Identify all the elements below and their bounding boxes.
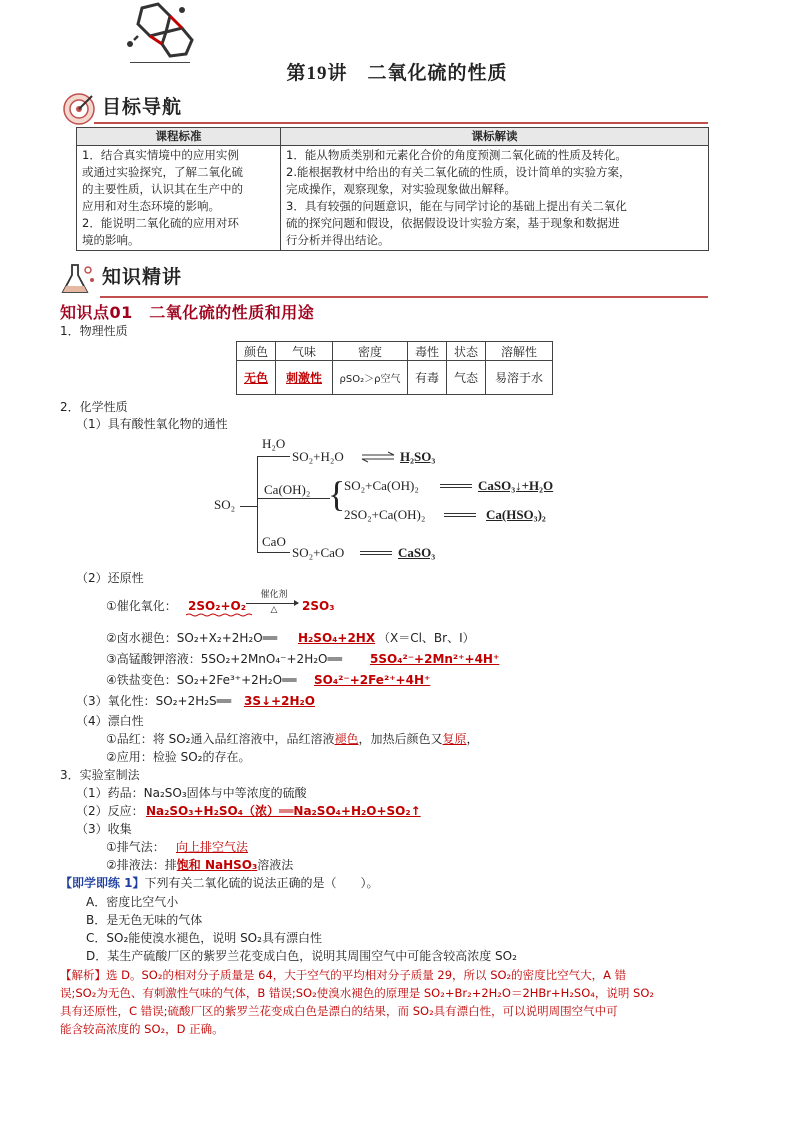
lab-d3b-answer: 饱和 NaHSO₃	[176, 858, 258, 872]
exercise-question-line	[60, 875, 379, 891]
branch-caoh2-b-left: 2SO₂+Ca(OH)₂	[344, 507, 426, 522]
phys-header-toxicity: 毒性	[408, 342, 447, 361]
lab-d3b-label: ②排液法：排	[106, 858, 177, 872]
section-goals-rule	[94, 122, 708, 124]
standards-col1-cell	[77, 146, 281, 251]
brace: {	[328, 474, 346, 514]
branch-caoh2-label: Ca(OH)₂	[264, 482, 311, 497]
std-c1-line: 2．能说明二氧化硫的应用对环	[82, 216, 239, 230]
answer-line: 误;SO₂为无色、有刺激性气味的气体，B 错误;SO₂使溴水褪色的原理是 SO₂+Br₂+2H₂O＝2HBr+H₂SO₄，说明 SO₂	[60, 986, 655, 1000]
diagram-stem	[240, 506, 257, 507]
r2-note: （X＝Cl、Br、I）	[378, 631, 475, 645]
exercise-tag: 【即学即练 1】	[60, 876, 145, 890]
r4-answer: SO₄²⁻+2Fe²⁺+4H⁺	[314, 673, 431, 687]
branch-h2o-right: H₂SO₃	[400, 449, 436, 464]
physical-table	[236, 341, 553, 395]
r2-label: ②卤水褪色：SO₂+X₂+2H₂O══	[106, 631, 278, 645]
phys-value-solubility: 易溶于水	[486, 361, 553, 395]
r1-label: ①催化氧化：	[106, 599, 177, 613]
reversible-arrow-icon	[360, 451, 396, 463]
equals-sign	[360, 551, 392, 555]
answer-line: 具有还原性，C 错误;硫酸厂区的紫罗兰花变成白色是漂白的结果，而 SO₂具有漂白性，可以说明周围空气中可	[60, 1004, 618, 1018]
physical-heading: 1．物理性质	[60, 324, 128, 338]
lab-d3b-line	[106, 857, 293, 873]
lab-d2-answer: Na₂SO₃+H₂SO₄（浓）══Na₂SO₄+H₂O+SO₂↑	[146, 804, 421, 818]
diagram-trunk	[257, 456, 258, 552]
std-c1-line: 或通过实验探究，了解二氧化硫	[82, 165, 243, 179]
branch-caoh2-a-right: CaSO₃↓+H₂O	[478, 478, 554, 493]
branch-h2o-label: H₂O	[262, 436, 286, 451]
p4a-answer2: 复原	[442, 732, 467, 746]
phys-value-toxicity: 有毒	[408, 361, 447, 395]
r2-answer: H₂SO₄+2HX	[298, 631, 376, 645]
lab-d3a-label: ①排气法：	[106, 840, 165, 854]
p4a-text3: ，	[466, 732, 479, 746]
acidic-oxide-diagram	[0, 430, 794, 570]
branch-cao-label: CaO	[262, 534, 286, 549]
r1-catalyst: 催化剂	[260, 590, 288, 600]
branch-caoh2-a-left: SO₂+Ca(OH)₂	[344, 478, 419, 493]
lab-d3b-tail: 溶液法	[257, 858, 294, 872]
std-c1-line: 的主要性质，认识其在生产中的	[82, 182, 243, 196]
phys-header-color: 颜色	[237, 342, 276, 361]
r3-answer: 5SO₄²⁻+2Mn²⁺+4H⁺	[370, 652, 500, 666]
r1-right: 2SO₃	[302, 599, 335, 613]
std-c2-line: 完成操作，观察现象，对实验现象做出解释。	[286, 182, 516, 196]
branch-caoh2-line	[257, 498, 330, 499]
flask-icon	[60, 262, 96, 296]
phys-value-density: ρSO₂＞ρ空气	[333, 361, 408, 395]
exercise-question: 下列有关二氧化硫的说法正确的是（ ）。	[144, 876, 379, 890]
phys-value-color: 无色	[237, 361, 276, 395]
answer-line: 能含较高浓度的 SO₂，D 正确。	[60, 1022, 224, 1036]
phys-header-smell: 气味	[276, 342, 333, 361]
r1-heat: △	[270, 605, 278, 615]
branch-cao-left: SO₂+CaO	[292, 545, 345, 560]
lab-d3: （3）收集	[76, 822, 132, 836]
phys-value-smell: 刺激性	[276, 361, 333, 395]
p4a-line	[106, 731, 479, 747]
section-knowledge-rule	[100, 296, 708, 298]
std-c2-line: 3．具有较强的问题意识，能在与同学讨论的基础上提出有关二氧化	[286, 199, 627, 213]
answer-line: 【解析】选 D。SO₂的相对分子质量是 64，大于空气的平均相对分子质量 29，所以 SO₂的密度比空气大，A 错	[60, 968, 627, 982]
phys-header-solubility: 溶解性	[486, 342, 553, 361]
r1-left: 2SO₂+O₂	[188, 599, 246, 613]
diagram-so2: SO₂	[214, 497, 236, 512]
exercise-answer	[60, 966, 740, 1038]
std-c1-line: 应用和对生态环境的影响。	[82, 199, 220, 213]
p4a-text2: ，加热后颜色又	[358, 732, 443, 746]
standards-col2-cell	[281, 146, 709, 251]
lab-heading: 3．实验室制法	[60, 768, 140, 782]
lab-d3a-answer: 向上排空气法	[176, 840, 249, 854]
standards-col2-header: 课标解读	[281, 128, 709, 146]
chemical-p4: （4）漂白性	[76, 714, 144, 728]
logo-molecule-icon	[120, 0, 200, 60]
chemical-heading: 2．化学性质	[60, 400, 128, 414]
std-c2-line: 硫的探究问题和假设，依据假设设计实验方案，基于现象和数据进	[286, 216, 620, 230]
section-goals-title: 目标导航	[102, 96, 183, 118]
p4a-text1: ①品红：将 SO₂通入品红溶液中，品红溶液	[106, 732, 335, 746]
phys-value-state: 气态	[447, 361, 486, 395]
branch-h2o-left: SO₂+H₂O	[292, 449, 344, 464]
equals-sign	[444, 513, 476, 517]
exercise-option: D．某生产硫酸厂区的紫罗兰花变成白色，说明其周围空气中可能含较高浓度 SO₂	[86, 949, 517, 963]
chemical-p2: （2）还原性	[76, 571, 144, 585]
r3-label: ③高锰酸钾溶液：5SO₂+2MnO₄⁻+2H₂O══	[106, 652, 342, 666]
standards-table	[76, 127, 709, 251]
target-icon	[62, 92, 96, 126]
p3-label: （3）氧化性：SO₂+2H₂S══	[76, 694, 232, 708]
kp1-title: 知识点01 二氧化硫的性质和用途	[60, 303, 315, 322]
std-c2-line: 行分析并得出结论。	[286, 233, 390, 247]
r1-arrow-line	[246, 603, 298, 604]
lab-d1: （1）药品：Na₂SO₃固体与中等浓度的硫酸	[76, 786, 307, 800]
branch-cao-right: CaSO₃	[398, 545, 436, 560]
r4-label: ④铁盐变色：SO₂+2Fe³⁺+2H₂O══	[106, 673, 297, 687]
phys-header-density: 密度	[333, 342, 408, 361]
wavy-underline	[186, 613, 256, 618]
p3-answer: 3S↓+2H₂O	[244, 694, 315, 708]
exercise-option: A．密度比空气小	[86, 895, 179, 909]
lab-d2-label: （2）反应：	[76, 804, 144, 818]
std-c2-line: 1．能从物质类别和元素化合价的角度预测二氧化硫的性质及转化。	[286, 148, 627, 162]
std-c2-line: 2.能根据教材中给出的有关二氧化硫的性质，设计简单的实验方案，	[286, 165, 631, 179]
standards-col1-header: 课程标准	[77, 128, 281, 146]
std-c1-line: 1．结合真实情境中的应用实例	[82, 148, 239, 162]
phys-header-state: 状态	[447, 342, 486, 361]
page-title: 第19讲 二氧化硫的性质	[286, 63, 508, 84]
branch-h2o-line	[257, 456, 290, 457]
std-c1-line: 境的影响。	[82, 233, 140, 247]
exercise-option: C．SO₂能使溴水褪色，说明 SO₂具有漂白性	[86, 931, 322, 945]
chemical-p1: （1）具有酸性氧化物的通性	[76, 417, 228, 431]
branch-caoh2-b-right: Ca(HSO₃)₂	[486, 507, 546, 522]
branch-cao-line	[257, 552, 290, 553]
section-knowledge	[60, 262, 710, 298]
equals-sign	[440, 484, 472, 488]
p4a-answer1: 褪色	[334, 732, 359, 746]
p4b-line: ②应用：检验 SO₂的存在。	[106, 750, 251, 764]
section-knowledge-title: 知识精讲	[102, 266, 183, 288]
exercise-option: B．是无色无味的气体	[86, 913, 203, 927]
section-goals	[60, 92, 710, 126]
